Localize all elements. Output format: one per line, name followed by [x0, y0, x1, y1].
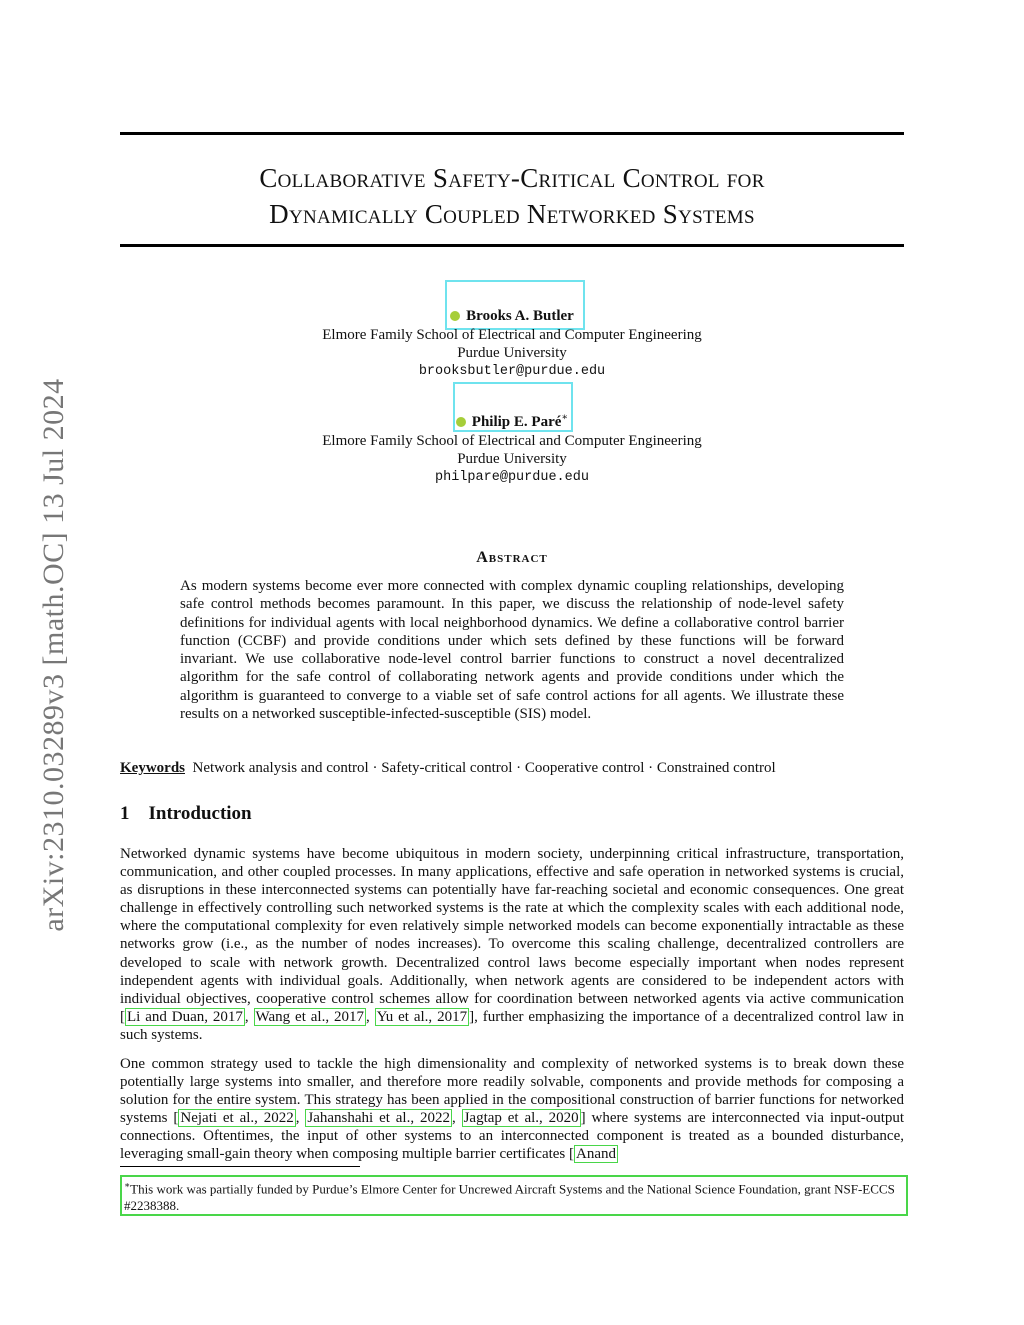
section-heading	[120, 803, 252, 825]
author-block-2	[120, 409, 904, 487]
title-top-rule	[120, 132, 904, 135]
title-line-2: Dynamically Coupled Networked Systems	[269, 199, 755, 229]
author-name[interactable]: Brooks A. Butler	[466, 308, 574, 324]
orcid-icon[interactable]	[450, 311, 460, 321]
section-title: Introduction	[148, 803, 252, 824]
citation-separator: ,	[365, 1008, 375, 1025]
footnote-marker[interactable]: ∗	[561, 412, 569, 423]
author-affiliation: Elmore Family School of Electrical and Computer Engineering	[322, 326, 702, 343]
author-name[interactable]: Philip E. Paré	[471, 414, 562, 430]
keywords	[120, 760, 904, 777]
abstract-heading: Abstract	[476, 549, 548, 566]
paragraph-text: ], further emphasizing the importance of a decentralized control law in such systems.	[120, 1008, 905, 1043]
footnote[interactable]	[120, 1175, 908, 1216]
author-email[interactable]: philpare@purdue.edu	[435, 469, 589, 485]
citation-separator: ,	[451, 1110, 462, 1127]
author-email[interactable]: brooksbutler@purdue.edu	[418, 363, 606, 379]
footnote-rule	[120, 1166, 360, 1167]
citation-link[interactable]: Jagtap et al., 2020	[463, 1110, 579, 1127]
intro-paragraph-1	[120, 845, 904, 1044]
arxiv-id: arXiv:2310.03289v3 [math.OC] 13 Jul 2024	[37, 378, 70, 932]
citation-link[interactable]: Jahanshahi et al., 2022	[307, 1110, 450, 1127]
citation-link[interactable]: Li and Duan, 2017	[127, 1008, 243, 1025]
paragraph-text: One common strategy used to tackle the high dimensionality and complexity of networked systems is to break down these potentially large systems into smaller, and therefore more readily solvable, components and provide methods for composing a solution for the entire system. This strategy has been applied in the compositional construction of barrier functions for networked systems [	[120, 1056, 904, 1127]
keywords-text: Network analysis and control · Safety-critical control · Cooperative control · Constrained control	[192, 760, 776, 776]
citation-link[interactable]: Nejati et al., 2022	[180, 1110, 294, 1127]
intro-paragraph-2	[120, 1055, 904, 1164]
author-university: Purdue University	[457, 345, 567, 361]
section-number: 1	[120, 803, 130, 824]
title-bottom-rule	[120, 244, 904, 247]
citation-separator: ,	[295, 1110, 306, 1127]
citation-link[interactable]: Yu et al., 2017	[376, 1008, 468, 1025]
paper-title	[120, 160, 904, 232]
footnote-text: This work was partially funded by Purdue’s Elmore Center for Uncrewed Aircraft Systems and the National Science Foundation, grant NSF-ECCS #2238388.	[124, 1181, 895, 1214]
paragraph-text: ] where systems are interconnected via input-output connections. Oftentimes, the input of other systems to an interconnected component is treated as a bounded disturbance, leveraging small-gain theory when composing multiple barrier certificates [	[120, 1110, 905, 1163]
citation-link[interactable]: Anand	[576, 1146, 617, 1163]
paragraph-text: Networked dynamic systems have become ubiquitous in modern society, underpinning critical infrastructure, transportation, communication, and other coupled processes. In many applications, effective and safe operation in networked systems is crucial, as disruptions in these interconnected systems can potentially have far-reaching societal and economic consequences. One great challenge in effectively controlling such networked systems is the rate at which the complexity scales with each additional node, where the computational complexity for even relatively simple networked models can become exponentially intractable as these networks grow (i.e., as the number of nodes increases). To overcome this scaling challenge, decentralized controllers are developed to scale with network growth. Decentralized control laws become especially important when nodes represent independent agents with individual goals. Additionally, when network agents are considered to be independent actors with individual objectives, cooperative control schemes allow for coordination between networked agents via active communication [	[120, 846, 904, 1025]
footnote-marker: ∗	[124, 1180, 131, 1190]
title-line-1: Collaborative Safety-Critical Control for	[259, 163, 765, 193]
citation-link[interactable]: Wang et al., 2017	[255, 1008, 364, 1025]
author-affiliation: Elmore Family School of Electrical and Computer Engineering	[322, 432, 702, 449]
keywords-label: Keywords	[120, 760, 185, 776]
abstract-text: As modern systems become ever more connected with complex dynamic coupling relationships, developing safe control methods becomes paramount. In this paper, we discuss the relationship of node-level safety definitions for individual agents with local neighborhood dynamics. We define a collaborative control barrier function (CCBF) and provide conditions under which sets defined by these functions will be forward invariant. We use collaborative node-level control barrier functions to construct a novel decentralized algorithm for the safe control of collaborating network agents and provide conditions under which the algorithm is guaranteed to converge to a viable set of safe control actions for all agents. We illustrate these results on a networked susceptible-infected-susceptible (SIS) model.	[180, 578, 844, 723]
orcid-icon[interactable]	[456, 417, 466, 427]
author-university: Purdue University	[457, 451, 567, 467]
citation-separator: ,	[244, 1008, 254, 1025]
author-block-1	[120, 307, 904, 381]
